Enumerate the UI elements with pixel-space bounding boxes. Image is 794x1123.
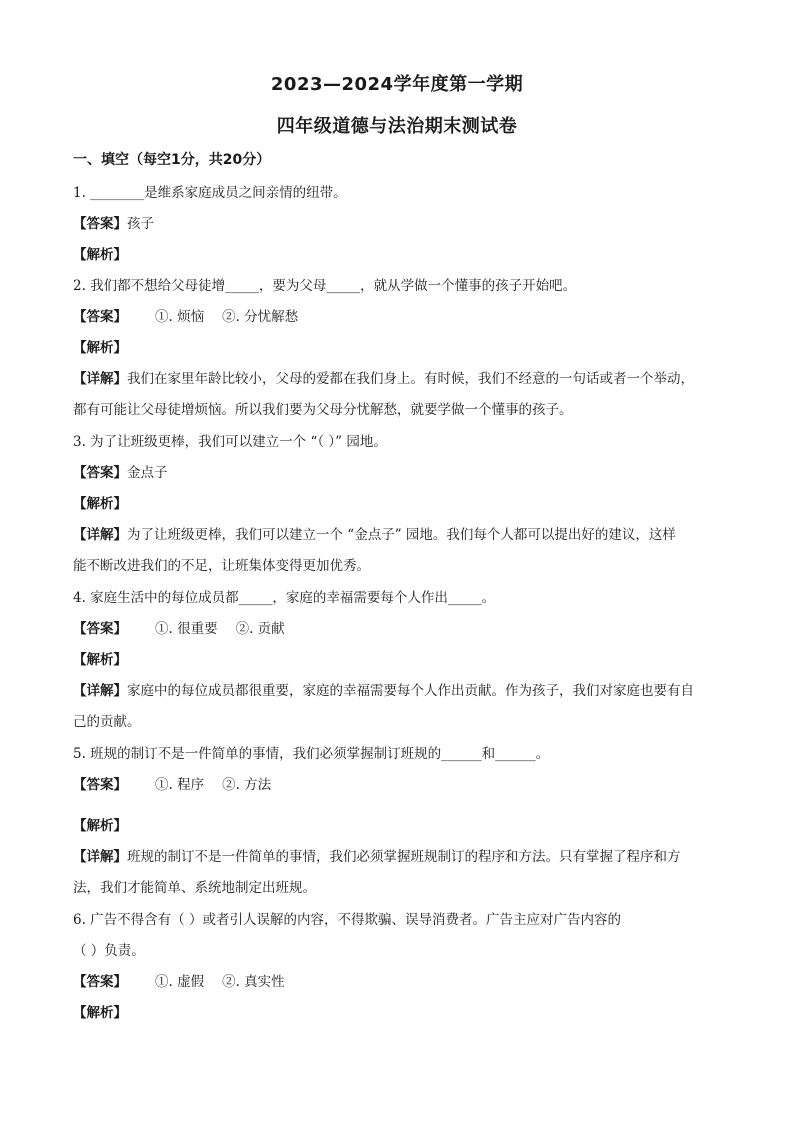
question-4: 4. 家庭生活中的每位成员都_____，家庭的幸福需要每个人作出_____。 xyxy=(73,590,496,606)
answer-4 xyxy=(73,619,723,639)
detail-5-line2: 法，我们才能简单、系统地制定出班规。 xyxy=(73,880,316,896)
detail-2-line1 xyxy=(73,369,723,389)
detail-2-line2: 都有可能让父母徒增烦恼。所以我们要为父母分忧解愁，就要学做一个懂事的孩子。 xyxy=(73,402,573,418)
detail-text: 家庭中的每位成员都很重要，家庭的幸福需要每个人作出贡献。作为孩子，我们对家庭也要有自 xyxy=(127,683,694,699)
detail-4-line2: 己的贡献。 xyxy=(73,714,141,730)
detail-4-line1 xyxy=(73,681,723,701)
answer-text: 金点子 xyxy=(127,465,168,481)
analysis-label: 【解析】 xyxy=(73,1005,127,1021)
exam-title-subject: 四年级道德与法治期末测试卷 xyxy=(276,116,518,137)
question-6-line1: 6. 广告不得含有（ ）或者引人误解的内容，不得欺骗、误导消费者。广告主应对广告内容的 xyxy=(73,912,621,928)
question-6-line2: （ ）负责。 xyxy=(73,943,145,959)
answer-label: 【答案】 xyxy=(73,974,127,990)
detail-label: 【详解】 xyxy=(73,527,127,543)
answer-text: 孩子 xyxy=(127,216,154,232)
detail-text: 班规的制订不是一件简单的事情，我们必须掌握班规制订的程序和方法。只有掌握了程序和方 xyxy=(127,849,681,865)
answer-5 xyxy=(73,775,723,795)
section-heading: 一、填空（每空1分，共20分） xyxy=(73,152,271,168)
analysis-label: 【解析】 xyxy=(73,818,127,834)
detail-5-line1 xyxy=(73,847,723,867)
analysis-label: 【解析】 xyxy=(73,496,127,512)
answer-label: 【答案】 xyxy=(73,465,127,481)
question-2: 2. 我们都不想给父母徒增_____，要为父母_____，就从学做一个懂事的孩子开始吧。 xyxy=(73,278,577,294)
answer-label: 【答案】 xyxy=(73,621,127,637)
answer-item: ①. 烦恼 xyxy=(155,309,205,325)
answer-item: ①. 很重要 xyxy=(155,621,218,637)
answer-label: 【答案】 xyxy=(73,216,127,232)
answer-item: ②. 分忧解愁 xyxy=(222,309,299,325)
exam-title-year: 2023—2024学年度第一学期 xyxy=(270,74,524,95)
answer-2 xyxy=(73,307,723,327)
question-1: 1. ________是维系家庭成员之间亲情的纽带。 xyxy=(73,185,347,201)
detail-label: 【详解】 xyxy=(73,849,127,865)
analysis-label: 【解析】 xyxy=(73,340,127,356)
answer-item: ②. 方法 xyxy=(222,777,272,793)
answer-item: ①. 虚假 xyxy=(155,974,205,990)
detail-label: 【详解】 xyxy=(73,683,127,699)
answer-label: 【答案】 xyxy=(73,309,127,325)
detail-text: 我们在家里年龄比较小，父母的爱都在我们身上。有时候，我们不经意的一句话或者一个举动， xyxy=(127,371,694,387)
analysis-label: 【解析】 xyxy=(73,652,127,668)
answer-6 xyxy=(73,972,723,992)
question-3: 3. 为了让班级更棒，我们可以建立一个 “（ ）” 园地。 xyxy=(73,434,387,450)
answer-label: 【答案】 xyxy=(73,777,127,793)
analysis-label: 【解析】 xyxy=(73,247,127,263)
question-5: 5. 班规的制订不是一件简单的事情，我们必须掌握制订班规的______和______。 xyxy=(73,746,550,762)
detail-3-line2: 能不断改进我们的不足，让班集体变得更加优秀。 xyxy=(73,558,370,574)
detail-label: 【详解】 xyxy=(73,371,127,387)
answer-3 xyxy=(73,463,723,483)
answer-item: ①. 程序 xyxy=(155,777,205,793)
answer-item: ②. 真实性 xyxy=(222,974,285,990)
detail-text: 为了让班级更棒，我们可以建立一个 “金点子” 园地。我们每个人都可以提出好的建议，这样 xyxy=(127,527,676,543)
answer-1 xyxy=(73,214,723,234)
detail-3-line1 xyxy=(73,525,723,545)
answer-item: ②. 贡献 xyxy=(235,621,285,637)
